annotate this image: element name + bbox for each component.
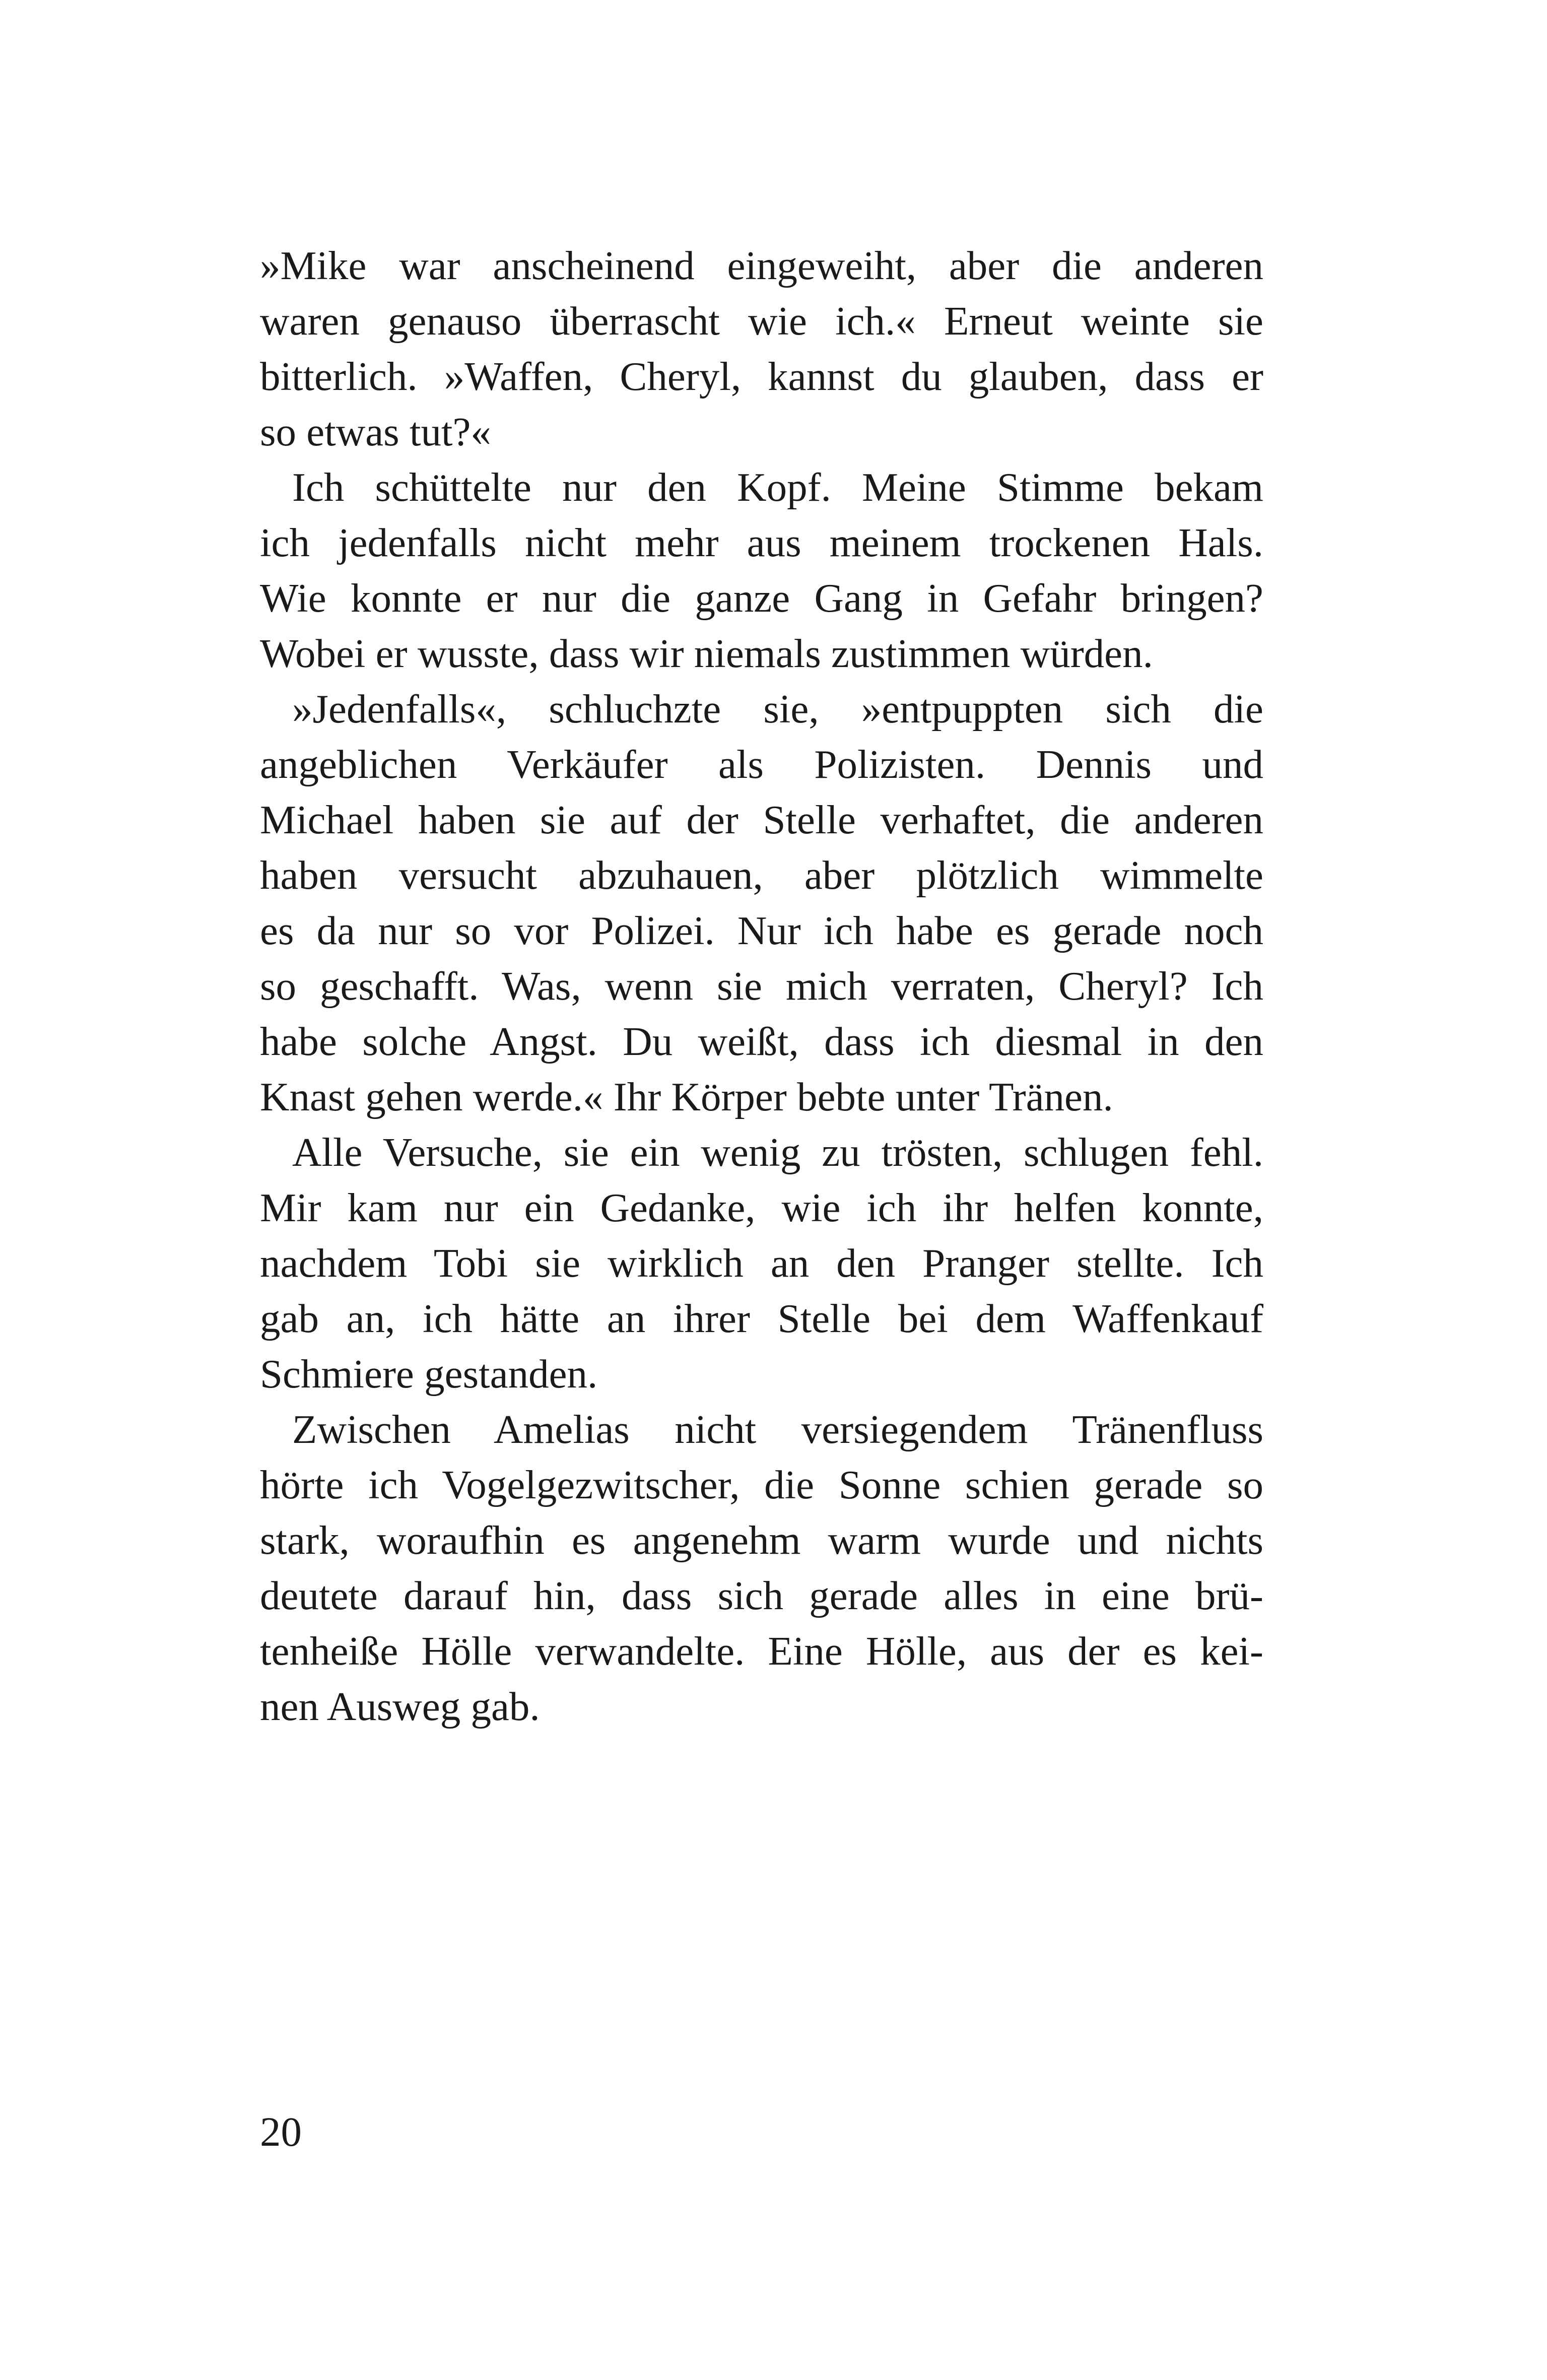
text-line: angeblichen Verkäufer als Polizisten. Dennis und [260,742,1263,787]
text-line: Wobei er wusste, dass wir niemals zustimmen würden. [260,631,1153,676]
text-line: Schmiere gestanden. [260,1351,598,1397]
text-line: Michael haben sie auf der Stelle verhaftet, die anderen [260,797,1263,842]
page-number: 20 [260,2108,302,2155]
text-line: Ich schüttelte nur den Kopf. Meine Stimme bekam [292,465,1263,510]
text-line: nen Ausweg gab. [260,1684,540,1729]
text-line: deutete darauf hin, dass sich gerade alles in eine brü- [260,1573,1263,1618]
text-line: Mir kam nur ein Gedanke, wie ich ihr helfen konnte, [260,1185,1263,1230]
text-line: es da nur so vor Polizei. Nur ich habe es gerade noch [260,908,1263,953]
text-line: Alle Versuche, sie ein wenig zu trösten, schlugen fehl. [292,1130,1263,1175]
body-text [260,238,1263,1734]
text-line: ich jedenfalls nicht mehr aus meinem trockenen Hals. [260,520,1263,565]
text-line: Knast gehen werde.« Ihr Körper bebte unter Tränen. [260,1074,1113,1119]
text-line: stark, woraufhin es angenehm warm wurde und nichts [260,1517,1263,1563]
text-line: haben versucht abzuhauen, aber plötzlich wimmelte [260,852,1263,898]
text-line: »Mike war anscheinend eingeweiht, aber die anderen [260,243,1263,288]
text-line: nachdem Tobi sie wirklich an den Pranger stellte. Ich [260,1240,1263,1286]
text-line: »Jedenfalls«, schluchzte sie, »entpuppten sich die [292,686,1263,732]
text-line: tenheiße Hölle verwandelte. Eine Hölle, aus der es kei- [260,1628,1263,1674]
text-line: so geschafft. Was, wenn sie mich verraten, Cheryl? Ich [260,963,1263,1009]
text-line: hörte ich Vogelgezwitscher, die Sonne schien gerade so [260,1462,1263,1507]
text-line: bitterlich. »Waffen, Cheryl, kannst du glauben, dass er [260,354,1263,399]
text-line: waren genauso überrascht wie ich.« Erneut weinte sie [260,298,1263,344]
text-line: habe solche Angst. Du weißt, dass ich diesmal in den [260,1019,1263,1064]
text-line: gab an, ich hätte an ihrer Stelle bei dem Waffenkauf [260,1296,1263,1341]
text-line: Zwischen Amelias nicht versiegendem Tränenfluss [292,1407,1263,1452]
text-line: so etwas tut?« [260,409,491,454]
text-line: Wie konnte er nur die ganze Gang in Gefahr bringen? [260,575,1263,621]
